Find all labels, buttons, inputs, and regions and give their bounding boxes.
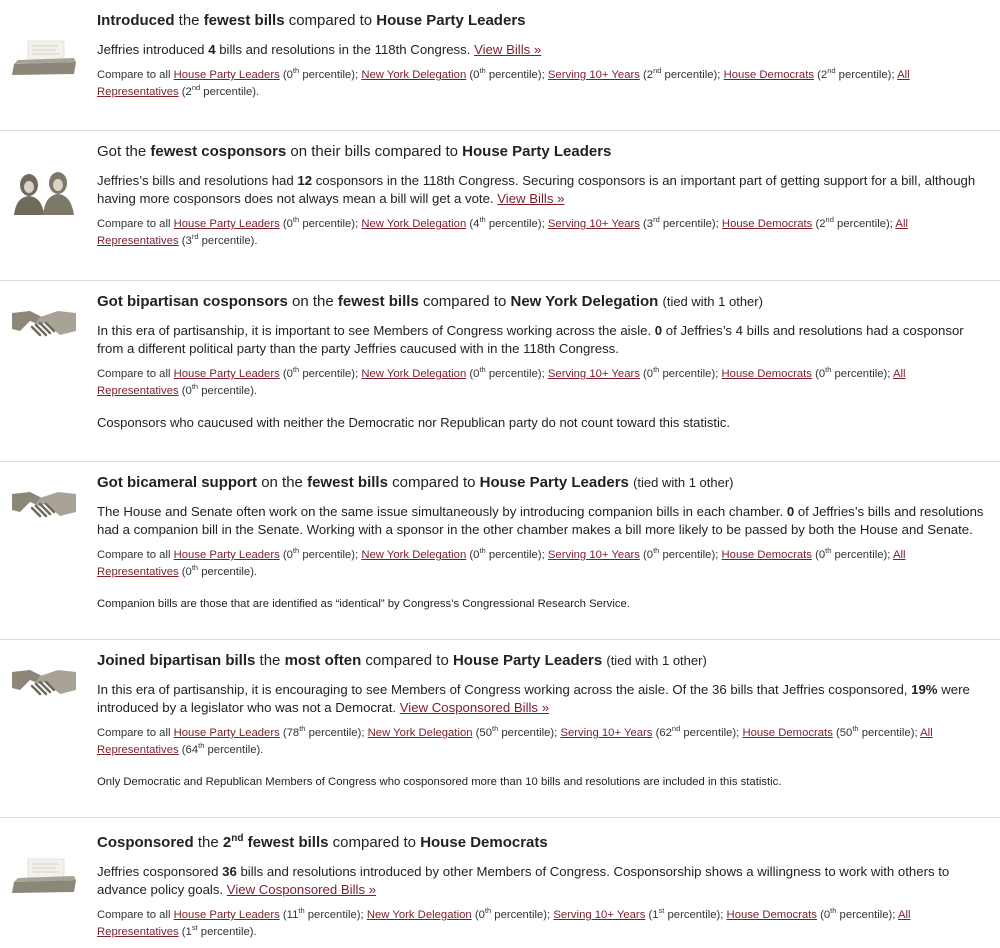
- percentile-value: (1st percentile).: [178, 923, 257, 938]
- percentile-value: (0th percentile);: [639, 546, 722, 561]
- view-cosponsored-bills-link[interactable]: View Cosponsored Bills »: [226, 882, 377, 897]
- view-bills-link[interactable]: View Bills »: [497, 191, 565, 206]
- compare-line: [97, 366, 986, 400]
- percentile-value: (0th percentile);: [279, 365, 362, 380]
- percentile-value: (0th percentile);: [466, 546, 548, 561]
- stat-section-cosponsors: [0, 131, 1000, 281]
- section-description: Jeffries cosponsored 36 bills and resolutions introduced by other Members of Congress. Cosponsorship shows a willingness to work with others to advance policy goals. View Cosponsored Bills »: [97, 864, 950, 897]
- compare-lead: Compare to all: [97, 69, 174, 81]
- compare-line: [97, 907, 986, 941]
- compare-line: [97, 725, 986, 759]
- section-title: Cosponsored the 2nd fewest bills compared to House Democrats: [97, 833, 548, 851]
- percentile-value: (0th percentile);: [811, 365, 893, 380]
- percentile-value: (0th percentile);: [466, 365, 548, 380]
- view-bills-link[interactable]: View Bills »: [474, 42, 542, 57]
- compare-link-house-party-leaders[interactable]: House Party Leaders: [173, 727, 280, 739]
- compare-link-serving-10-years[interactable]: Serving 10+ Years: [547, 218, 640, 230]
- percentile-value: (2nd percentile);: [814, 66, 898, 81]
- compare-line: [97, 67, 986, 101]
- paper-stack-icon: [10, 26, 78, 76]
- section-description: Jeffries introduced 4 bills and resolutions in the 118th Congress. View Bills »: [97, 42, 542, 57]
- compare-link-serving-10-years[interactable]: Serving 10+ Years: [547, 368, 640, 380]
- stat-section-cosponsored: [0, 818, 1000, 948]
- compare-link-all-representatives[interactable]: All Representatives: [97, 69, 910, 98]
- percentile-value: (11th percentile);: [279, 906, 367, 921]
- compare-lead: Compare to all: [97, 727, 174, 739]
- percentile-value: (0th percentile).: [178, 382, 258, 397]
- compare-link-house-democrats[interactable]: House Democrats: [721, 218, 813, 230]
- percentile-value: (2nd percentile).: [178, 83, 260, 98]
- compare-link-house-democrats[interactable]: House Democrats: [726, 909, 817, 921]
- compare-link-all-representatives[interactable]: All Representatives: [97, 368, 906, 397]
- percentile-value: (62nd percentile);: [652, 724, 743, 739]
- compare-line: [97, 547, 986, 581]
- compare-link-new-york-delegation[interactable]: New York Delegation: [361, 69, 467, 81]
- compare-link-house-party-leaders[interactable]: House Party Leaders: [173, 69, 280, 81]
- compare-link-serving-10-years[interactable]: Serving 10+ Years: [560, 727, 653, 739]
- percentile-value: (0th percentile);: [279, 66, 362, 81]
- section-title: Got bipartisan cosponsors on the fewest bills compared to New York Delegation (tied with 1 other): [97, 293, 763, 310]
- percentile-value: (0th percentile);: [279, 215, 362, 230]
- percentile-value: (0th percentile);: [471, 906, 554, 921]
- compare-link-new-york-delegation[interactable]: New York Delegation: [366, 909, 472, 921]
- percentile-value: (0th percentile);: [816, 906, 898, 921]
- percentile-value: (3rd percentile).: [178, 232, 258, 247]
- section-note: Companion bills are those that are identified as “identical” by Congress’s Congressional Research Service.: [97, 598, 630, 610]
- view-cosponsored-bills-link[interactable]: View Cosponsored Bills »: [399, 700, 550, 715]
- compare-link-new-york-delegation[interactable]: New York Delegation: [361, 368, 467, 380]
- percentile-value: (0th percentile);: [279, 546, 362, 561]
- stat-section-introduced: [0, 0, 1000, 131]
- compare-link-serving-10-years[interactable]: Serving 10+ Years: [547, 549, 640, 561]
- section-description: Jeffries’s bills and resolutions had 12 cosponsors in the 118th Congress. Securing cosponsors is an important part of getting support for a bill, although having more cosponsors does not always mean a bill will get a vote. View Bills »: [97, 173, 976, 206]
- section-title: Introduced the fewest bills compared to House Party Leaders: [97, 12, 526, 29]
- compare-line: [97, 216, 986, 250]
- compare-link-house-party-leaders[interactable]: House Party Leaders: [173, 368, 280, 380]
- compare-link-all-representatives[interactable]: All Representatives: [97, 218, 908, 247]
- percentile-value: (2nd percentile);: [812, 215, 896, 230]
- compare-link-all-representatives[interactable]: All Representatives: [97, 727, 933, 756]
- stat-section-bicameral: [0, 462, 1000, 640]
- compare-lead: Compare to all: [97, 909, 174, 921]
- compare-link-new-york-delegation[interactable]: New York Delegation: [361, 218, 467, 230]
- section-note: Only Democratic and Republican Members of Congress who cosponsored more than 10 bills and resolutions are included in this statistic.: [97, 776, 782, 788]
- percentile-value: (1st percentile);: [645, 906, 727, 921]
- compare-lead: Compare to all: [97, 368, 174, 380]
- handshake-icon: [10, 660, 78, 710]
- paper-stack-icon: [10, 844, 78, 894]
- section-note: Cosponsors who caucused with neither the Democratic nor Republican party do not count toward this statistic.: [97, 415, 730, 430]
- stat-section-bipartisan-cosponsors: [0, 281, 1000, 462]
- section-description: In this era of partisanship, it is encouraging to see Members of Congress working across the aisle. Of the 36 bills that Jeffries cosponsored, 19% were introduced by a legislator who was not a Democrat. View Cosponsored Bills »: [97, 682, 970, 715]
- percentile-value: (3rd percentile);: [639, 215, 722, 230]
- compare-link-house-democrats[interactable]: House Democrats: [723, 69, 815, 81]
- compare-link-house-democrats[interactable]: House Democrats: [742, 727, 833, 739]
- section-title: Joined bipartisan bills the most often compared to House Party Leaders (tied with 1 other): [97, 652, 707, 669]
- handshake-icon: [10, 482, 78, 532]
- percentile-value: (4th percentile);: [466, 215, 548, 230]
- section-description: The House and Senate often work on the same issue simultaneously by introducing companion bills in each chamber. 0 of Jeffries’s bills and resolutions had a companion bill in the Senate. Working with a sponsor in the other chamber makes a bill more likely to be passed by both the House and Senate.: [97, 504, 984, 537]
- compare-link-new-york-delegation[interactable]: New York Delegation: [361, 549, 467, 561]
- compare-link-house-party-leaders[interactable]: House Party Leaders: [173, 218, 280, 230]
- compare-lead: Compare to all: [97, 218, 174, 230]
- percentile-value: (50th percentile);: [832, 724, 921, 739]
- compare-link-house-party-leaders[interactable]: House Party Leaders: [173, 909, 280, 921]
- percentile-value: (78th percentile);: [279, 724, 368, 739]
- handshake-icon: [10, 301, 78, 351]
- percentile-value: (0th percentile);: [811, 546, 893, 561]
- compare-link-serving-10-years[interactable]: Serving 10+ Years: [553, 909, 646, 921]
- percentile-value: (0th percentile).: [178, 563, 258, 578]
- percentile-value: (64th percentile).: [178, 741, 264, 756]
- two-people-icon: [10, 165, 78, 215]
- compare-link-house-democrats[interactable]: House Democrats: [721, 549, 812, 561]
- compare-lead: Compare to all: [97, 549, 174, 561]
- percentile-value: (0th percentile);: [639, 365, 722, 380]
- section-title: Got bicameral support on the fewest bills compared to House Party Leaders (tied with 1 other): [97, 474, 734, 491]
- percentile-value: (50th percentile);: [472, 724, 561, 739]
- percentile-value: (2nd percentile);: [639, 66, 724, 81]
- compare-link-all-representatives[interactable]: All Representatives: [97, 909, 911, 938]
- stat-section-joined-bipartisan: [0, 640, 1000, 818]
- compare-link-house-democrats[interactable]: House Democrats: [721, 368, 812, 380]
- compare-link-serving-10-years[interactable]: Serving 10+ Years: [547, 69, 640, 81]
- percentile-value: (0th percentile);: [466, 66, 548, 81]
- compare-link-all-representatives[interactable]: All Representatives: [97, 549, 906, 578]
- section-title: Got the fewest cosponsors on their bills compared to House Party Leaders: [97, 143, 612, 160]
- compare-link-new-york-delegation[interactable]: New York Delegation: [367, 727, 473, 739]
- compare-link-house-party-leaders[interactable]: House Party Leaders: [173, 549, 280, 561]
- section-description: In this era of partisanship, it is important to see Members of Congress working across the aisle. 0 of Jeffries’s 4 bills and resolutions had a cosponsor from a different political party than the party Jeffries caucused with in the 118th Congress.: [97, 323, 964, 356]
